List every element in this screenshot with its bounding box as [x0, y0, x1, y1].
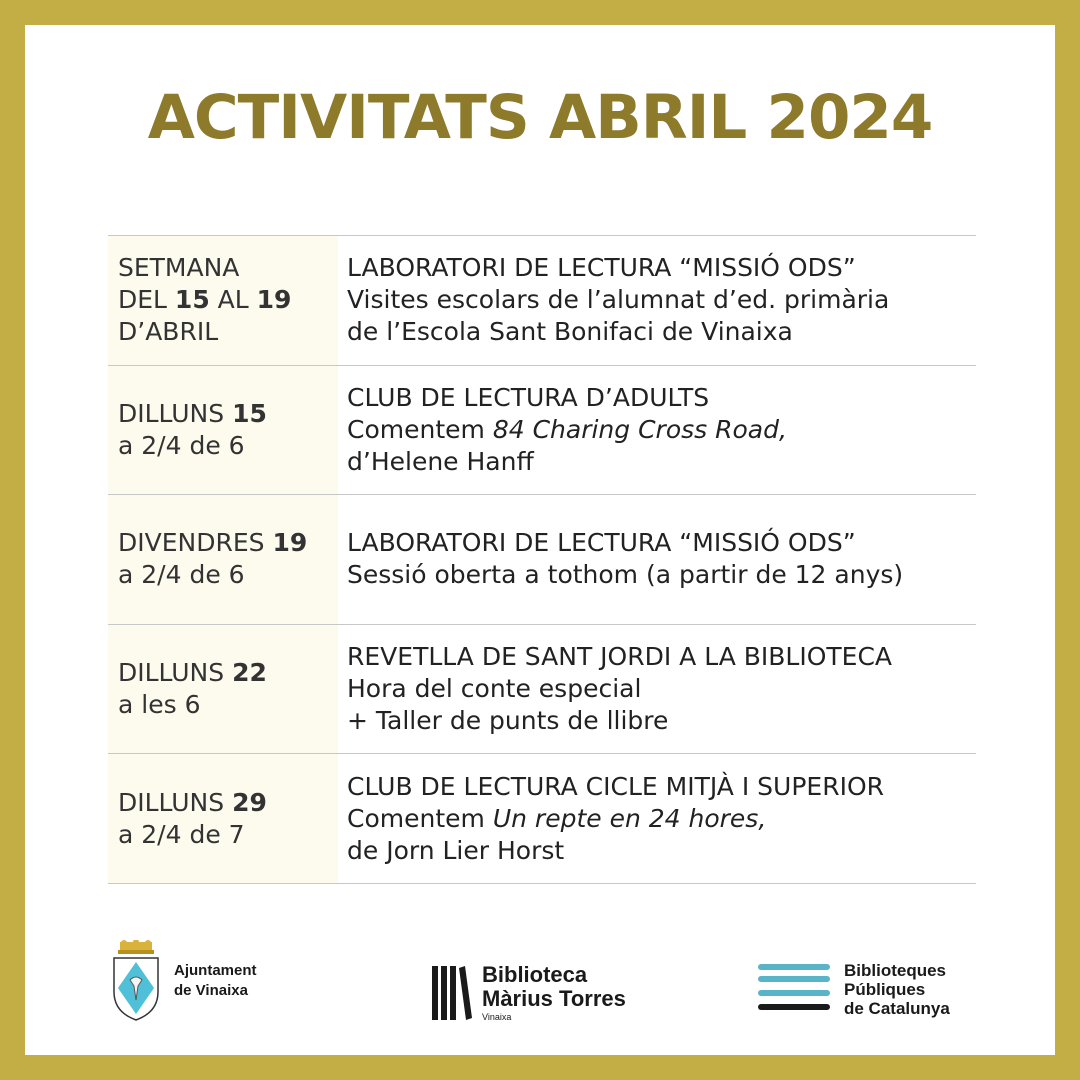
activity-date-text: 15: [232, 398, 267, 428]
activity-date-line: [118, 252, 338, 284]
activity-date-text: 19: [256, 285, 292, 315]
ajuntament-line1: Ajuntament: [174, 962, 257, 979]
activity-date-text: 15: [174, 285, 210, 315]
activity-description-line: [347, 641, 976, 673]
activity-date-text: DILLUNS: [118, 787, 233, 817]
activity-date-text: DEL: [118, 285, 175, 315]
activity-description-line: [347, 284, 976, 316]
activity-row: [108, 236, 976, 366]
activity-date: [108, 754, 338, 883]
ajuntament-line2: de Vinaixa: [174, 982, 248, 999]
activity-description-line: [347, 803, 976, 835]
activity-date: [108, 625, 338, 754]
activity-date-line: [118, 284, 338, 316]
activity-date-line: [118, 787, 338, 819]
bpc-line2: Públiques: [844, 979, 926, 999]
activity-description-line: [347, 382, 976, 414]
activity-description-line: [347, 771, 976, 803]
activity-description-text: d’Helene Hanff: [347, 446, 534, 476]
activity-date-line: [118, 819, 338, 851]
activity-description-line: [347, 446, 976, 478]
activity-date-text: DILLUNS: [118, 658, 233, 688]
activity-date-text: a les 6: [118, 690, 201, 720]
activity-date-text: 22: [232, 658, 267, 688]
bpc-line1: Biblioteques: [844, 960, 947, 980]
activity-description-text: LABORATORI DE LECTURA “MISSIÓ ODS”: [347, 528, 856, 558]
activity-date-line: [118, 559, 338, 591]
activity-date-line: [118, 689, 338, 721]
activity-description-text: de l’Escola Sant Bonifaci de Vinaixa: [347, 317, 793, 347]
activity-date-line: [118, 430, 338, 462]
biblioteca-logo: [432, 963, 626, 1023]
activity-description-text: Un repte en 24 hores,: [492, 803, 767, 833]
activities-table: [108, 235, 976, 884]
biblioteca-sub: Vinaixa: [482, 1012, 512, 1022]
activity-date-text: 19: [272, 528, 308, 558]
activity-description: [338, 625, 976, 754]
activity-description-text: Comentem: [347, 414, 493, 444]
activity-description-text: LABORATORI DE LECTURA “MISSIÓ ODS”: [347, 253, 856, 283]
activity-date-text: DILLUNS: [118, 398, 233, 428]
activity-description-text: CLUB DE LECTURA D’ADULTS: [347, 382, 710, 412]
activity-description-text: Hora del conte especial: [347, 674, 642, 704]
activity-description: [338, 754, 976, 883]
activity-date-line: [118, 398, 338, 430]
activity-date-text: D’ABRIL: [118, 317, 219, 347]
activity-date-text: AL: [209, 285, 257, 315]
activity-row: [108, 625, 976, 755]
activity-date-text: SETMANA: [118, 253, 240, 283]
activity-date-text: 29: [232, 787, 267, 817]
activity-date-text: DIVENDRES: [118, 528, 273, 558]
footer-logos: [0, 935, 1080, 1035]
activity-description: [338, 366, 976, 495]
bpc-stripes-icon: [756, 960, 836, 1018]
coat-of-arms-icon: [108, 940, 164, 1022]
bpc-logo: [756, 960, 950, 1018]
activity-description-text: Sessió oberta a tothom (a partir de 12 anys): [347, 560, 904, 590]
activity-date-text: a 2/4 de 7: [118, 819, 245, 849]
activity-date: [108, 236, 338, 365]
books-icon: [432, 964, 472, 1022]
biblioteca-line2: Màrius Torres: [482, 986, 626, 1011]
activity-row: [108, 754, 976, 884]
activity-description-text: REVETLLA DE SANT JORDI A LA BIBLIOTECA: [347, 642, 893, 672]
activity-date: [108, 495, 338, 624]
activity-date-line: [118, 527, 338, 559]
activity-description-line: [347, 527, 976, 559]
activity-date: [108, 366, 338, 495]
activity-description-text: de Jorn Lier Horst: [347, 835, 565, 865]
activity-description-line: [347, 673, 976, 705]
activity-description-text: + Taller de punts de llibre: [347, 706, 669, 736]
activity-description-line: [347, 252, 976, 284]
activity-row: [108, 495, 976, 625]
activity-date-text: a 2/4 de 6: [118, 560, 245, 590]
activity-description-line: [347, 705, 976, 737]
activity-date-text: a 2/4 de 6: [118, 430, 245, 460]
biblioteca-line1: Biblioteca: [482, 962, 588, 987]
activity-description-line: [347, 559, 976, 591]
activity-description-text: Visites escolars de l’alumnat d’ed. primària: [347, 285, 890, 315]
bpc-line3: de Catalunya: [844, 998, 950, 1018]
activity-description-line: [347, 414, 976, 446]
activity-description: [338, 495, 976, 624]
activity-description-text: 84 Charing Cross Road,: [492, 414, 787, 444]
ajuntament-logo: [108, 940, 257, 1022]
activity-date-line: [118, 316, 338, 348]
activity-description-text: CLUB DE LECTURA CICLE MITJÀ I SUPERIOR: [347, 771, 884, 801]
activity-date-line: [118, 657, 338, 689]
page-title: ACTIVITATS ABRIL 2024: [147, 82, 933, 153]
activity-description-line: [347, 316, 976, 348]
activity-description-line: [347, 835, 976, 867]
activity-description: [338, 236, 976, 365]
activity-row: [108, 366, 976, 496]
activity-description-text: Comentem: [347, 803, 493, 833]
